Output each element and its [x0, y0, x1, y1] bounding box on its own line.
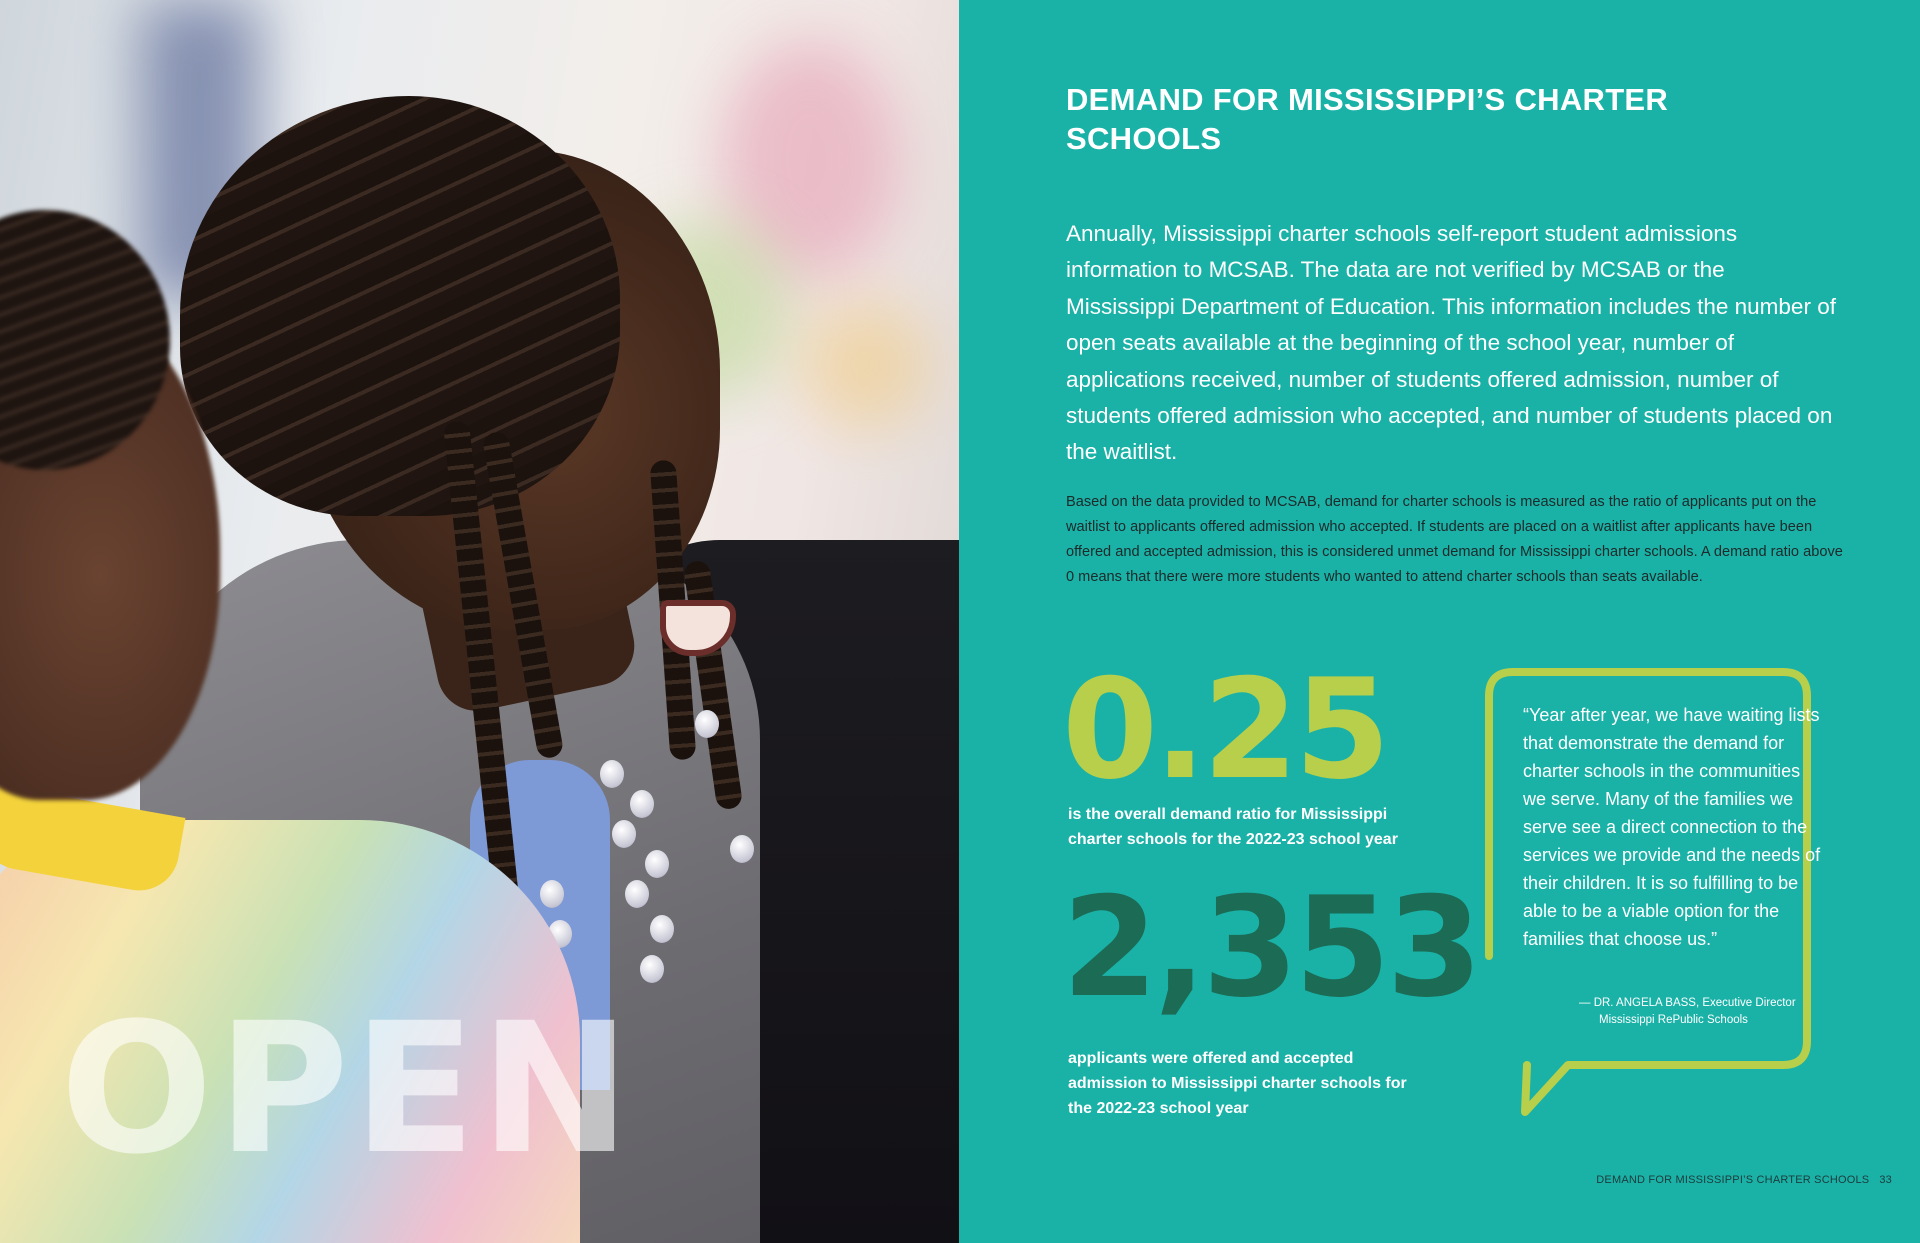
- quote-attribution: [1579, 995, 1839, 1029]
- demand-ratio-value: 0.25: [1062, 649, 1387, 810]
- accepted-applicants-value: 2,353: [1062, 867, 1479, 1028]
- background-blur-yellow: [800, 300, 930, 430]
- hair-bead: [612, 820, 636, 848]
- body-paragraph: Based on the data provided to MCSAB, demand for charter schools is measured as the ratio of applicants put on the waitlist to applicants offered admission who accepted. If students are placed on a waitlist after applicants have been offered and accepted admission, this is considered unmet demand for Mississippi charter schools. A demand ratio above 0 means that there were more students who wanted to attend charter schools than seats available.: [1066, 494, 1843, 585]
- hair-bead: [600, 760, 624, 788]
- hair-bead: [640, 955, 664, 983]
- page-number: 33: [1879, 1174, 1892, 1186]
- content-panel: [959, 0, 1920, 1243]
- hair-bead: [730, 835, 754, 863]
- quote-text: “Year after year, we have waiting lists that demonstrate the demand for charter schools in the communities we serve. Many of the families we serve see a direct connection to the services we provide and the needs of their children. It is so fulfilling to be able to be a viable option for the families that choose us.”: [1523, 705, 1821, 949]
- page-title: DEMAND FOR MISSISSIPPI’S CHARTER SCHOOLS: [1066, 82, 1669, 156]
- hair-bead: [540, 880, 564, 908]
- braided-hair: [180, 96, 620, 516]
- hair-bead: [630, 790, 654, 818]
- intro-paragraph: Annually, Mississippi charter schools self-report student admissions information to MCSAB. The data are not verified by MCSAB or the Mississippi Department of Education. This information includes the number of open seats available at the beginning of the school year, number of applications received, number of students offered admission, number of students offered admission who accepted, and number of students placed on the waitlist.: [1066, 221, 1836, 465]
- hair-bead: [645, 850, 669, 878]
- accepted-applicants-caption: applicants were offered and accepted admission to Mississippi charter schools for the 2022-23 school year: [1068, 1050, 1407, 1117]
- open-overlay-word: OPEN: [60, 985, 635, 1194]
- running-title: DEMAND FOR MISSISSIPPI’S CHARTER SCHOOLS: [1596, 1174, 1870, 1186]
- hair-bead: [650, 915, 674, 943]
- hair-bead: [625, 880, 649, 908]
- quote-author: — DR. ANGELA BASS, Executive Director: [1579, 997, 1796, 1009]
- classroom-photo: [0, 0, 959, 1243]
- quote-organization: Mississippi RePublic Schools: [1599, 1014, 1748, 1026]
- demand-ratio-caption: is the overall demand ratio for Mississippi charter schools for the 2022-23 school year: [1068, 806, 1398, 848]
- hair-bead: [695, 710, 719, 738]
- page-footer: [1596, 1174, 1892, 1186]
